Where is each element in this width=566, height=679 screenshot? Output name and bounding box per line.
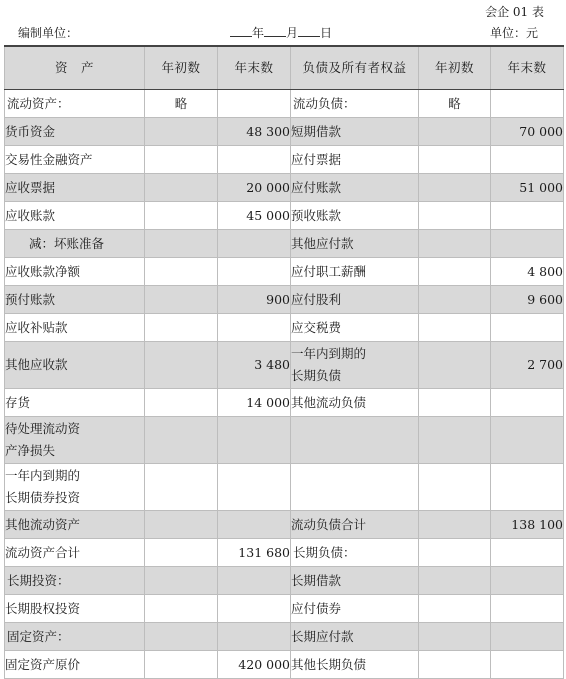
asset-end	[218, 314, 291, 342]
table-row	[5, 146, 564, 174]
header-liabilities-begin: 年初数	[419, 46, 491, 90]
liability-end	[491, 595, 564, 623]
year-label: 年	[252, 26, 265, 40]
asset-end: 20 000	[218, 174, 291, 202]
liability-name: 长期应付款	[291, 623, 419, 651]
liability-begin	[419, 464, 491, 511]
table-row	[5, 202, 564, 230]
asset-name: 其他应收款	[5, 342, 145, 389]
asset-name: 存货	[5, 389, 145, 417]
liability-begin	[419, 623, 491, 651]
table-row	[5, 623, 564, 651]
table-row	[5, 342, 564, 389]
liability-end: 138 100	[491, 511, 564, 539]
header-assets-end: 年末数	[218, 46, 291, 90]
report-date	[230, 24, 332, 41]
liability-begin	[419, 258, 491, 286]
asset-name: 应收补贴款	[5, 314, 145, 342]
header-liabilities: 负债及所有者权益	[291, 46, 419, 90]
asset-end	[218, 623, 291, 651]
header-assets-begin: 年初数	[145, 46, 218, 90]
asset-begin	[145, 174, 218, 202]
liability-begin	[419, 146, 491, 174]
liability-begin	[419, 595, 491, 623]
asset-end	[218, 90, 291, 118]
liability-end	[491, 567, 564, 595]
liability-name: 预收账款	[291, 202, 419, 230]
asset-begin	[145, 118, 218, 146]
balance-sheet-table	[4, 45, 564, 679]
asset-end	[218, 146, 291, 174]
asset-begin	[145, 146, 218, 174]
liability-name: 应付股利	[291, 286, 419, 314]
asset-end	[218, 511, 291, 539]
report-meta	[0, 24, 566, 40]
day-blank	[298, 24, 320, 37]
table-row	[5, 511, 564, 539]
asset-end	[218, 464, 291, 511]
header-row	[5, 46, 564, 90]
asset-name: 应收账款	[5, 202, 145, 230]
table-row	[5, 417, 564, 464]
liability-end: 2 700	[491, 342, 564, 389]
asset-name: 长期投资：	[5, 567, 145, 595]
prepared-by-label: 编制单位：	[18, 26, 79, 40]
asset-begin	[145, 539, 218, 567]
asset-name: 应收账款净额	[5, 258, 145, 286]
asset-end: 14 000	[218, 389, 291, 417]
liability-name: 其他长期负债	[291, 651, 419, 679]
asset-end	[218, 258, 291, 286]
liability-begin	[419, 118, 491, 146]
liability-begin	[419, 417, 491, 464]
table-row	[5, 567, 564, 595]
asset-begin	[145, 314, 218, 342]
asset-name: 其他流动资产	[5, 511, 145, 539]
liability-name: 流动负债合计	[291, 511, 419, 539]
asset-name: 固定资产原价	[5, 651, 145, 679]
table-row	[5, 464, 564, 511]
asset-end	[218, 230, 291, 258]
month-blank	[264, 24, 286, 37]
liability-name: 长期负债：	[291, 539, 419, 567]
asset-begin	[145, 342, 218, 389]
asset-begin: 略	[145, 90, 218, 118]
asset-end: 48 300	[218, 118, 291, 146]
day-label: 日	[320, 26, 333, 40]
liability-begin	[419, 567, 491, 595]
asset-name: 流动资产：	[5, 90, 145, 118]
asset-name: 一年内到期的 长期债券投资	[5, 464, 145, 511]
table-row	[5, 90, 564, 118]
liability-begin	[419, 539, 491, 567]
liability-name	[291, 417, 419, 464]
table-row	[5, 118, 564, 146]
asset-begin	[145, 623, 218, 651]
asset-end: 131 680	[218, 539, 291, 567]
liability-begin	[419, 286, 491, 314]
liability-end: 4 800	[491, 258, 564, 286]
liability-name: 其他应付款	[291, 230, 419, 258]
asset-end: 3 480	[218, 342, 291, 389]
liability-end: 9 600	[491, 286, 564, 314]
asset-begin	[145, 258, 218, 286]
asset-end: 420 000	[218, 651, 291, 679]
header-assets: 资 产	[5, 46, 145, 90]
asset-name: 流动资产合计	[5, 539, 145, 567]
header-liabilities-end: 年末数	[491, 46, 564, 90]
asset-begin	[145, 286, 218, 314]
asset-begin	[145, 202, 218, 230]
asset-begin	[145, 389, 218, 417]
table-row	[5, 651, 564, 679]
asset-begin	[145, 567, 218, 595]
liability-begin	[419, 511, 491, 539]
table-row	[5, 286, 564, 314]
liability-end	[491, 539, 564, 567]
liability-end	[491, 230, 564, 258]
liability-end	[491, 623, 564, 651]
liability-name: 其他流动负债	[291, 389, 419, 417]
asset-begin	[145, 464, 218, 511]
month-label: 月	[286, 26, 299, 40]
asset-name: 货币资金	[5, 118, 145, 146]
table-row	[5, 314, 564, 342]
liability-end	[491, 90, 564, 118]
liability-name: 应交税费	[291, 314, 419, 342]
liability-end	[491, 146, 564, 174]
liability-begin	[419, 230, 491, 258]
liability-name: 应付票据	[291, 146, 419, 174]
liability-begin	[419, 314, 491, 342]
balance-sheet-body	[5, 90, 564, 679]
liability-end: 51 000	[491, 174, 564, 202]
table-row	[5, 174, 564, 202]
asset-end: 45 000	[218, 202, 291, 230]
asset-end: 900	[218, 286, 291, 314]
asset-end	[218, 567, 291, 595]
liability-name: 应付职工薪酬	[291, 258, 419, 286]
asset-name: 应收票据	[5, 174, 145, 202]
asset-name: 待处理流动资 产净损失	[5, 417, 145, 464]
year-blank	[230, 24, 252, 37]
asset-name: 减：坏账准备	[5, 230, 145, 258]
table-row	[5, 595, 564, 623]
form-code: 会企 01 表	[485, 5, 544, 19]
liability-begin	[419, 389, 491, 417]
liability-name: 短期借款	[291, 118, 419, 146]
asset-begin	[145, 511, 218, 539]
liability-end	[491, 314, 564, 342]
liability-end	[491, 417, 564, 464]
liability-begin	[419, 202, 491, 230]
liability-end	[491, 202, 564, 230]
liability-begin	[419, 342, 491, 389]
asset-name: 长期股权投资	[5, 595, 145, 623]
liability-name: 应付账款	[291, 174, 419, 202]
liability-end	[491, 464, 564, 511]
asset-end	[218, 595, 291, 623]
asset-name: 固定资产：	[5, 623, 145, 651]
asset-name: 交易性金融资产	[5, 146, 145, 174]
liability-name	[291, 464, 419, 511]
liability-end: 70 000	[491, 118, 564, 146]
asset-end	[218, 417, 291, 464]
table-row	[5, 230, 564, 258]
liability-name: 长期借款	[291, 567, 419, 595]
table-row	[5, 389, 564, 417]
unit-label: 单位：元	[489, 26, 538, 40]
asset-begin	[145, 417, 218, 464]
asset-begin	[145, 595, 218, 623]
table-row	[5, 539, 564, 567]
liability-name: 流动负债：	[291, 90, 419, 118]
liability-begin	[419, 174, 491, 202]
liability-name: 一年内到期的 长期负债	[291, 342, 419, 389]
liability-begin	[419, 651, 491, 679]
table-row	[5, 258, 564, 286]
asset-begin	[145, 230, 218, 258]
liability-end	[491, 389, 564, 417]
liability-end	[491, 651, 564, 679]
asset-begin	[145, 651, 218, 679]
liability-begin: 略	[419, 90, 491, 118]
asset-name: 预付账款	[5, 286, 145, 314]
liability-name: 应付债券	[291, 595, 419, 623]
